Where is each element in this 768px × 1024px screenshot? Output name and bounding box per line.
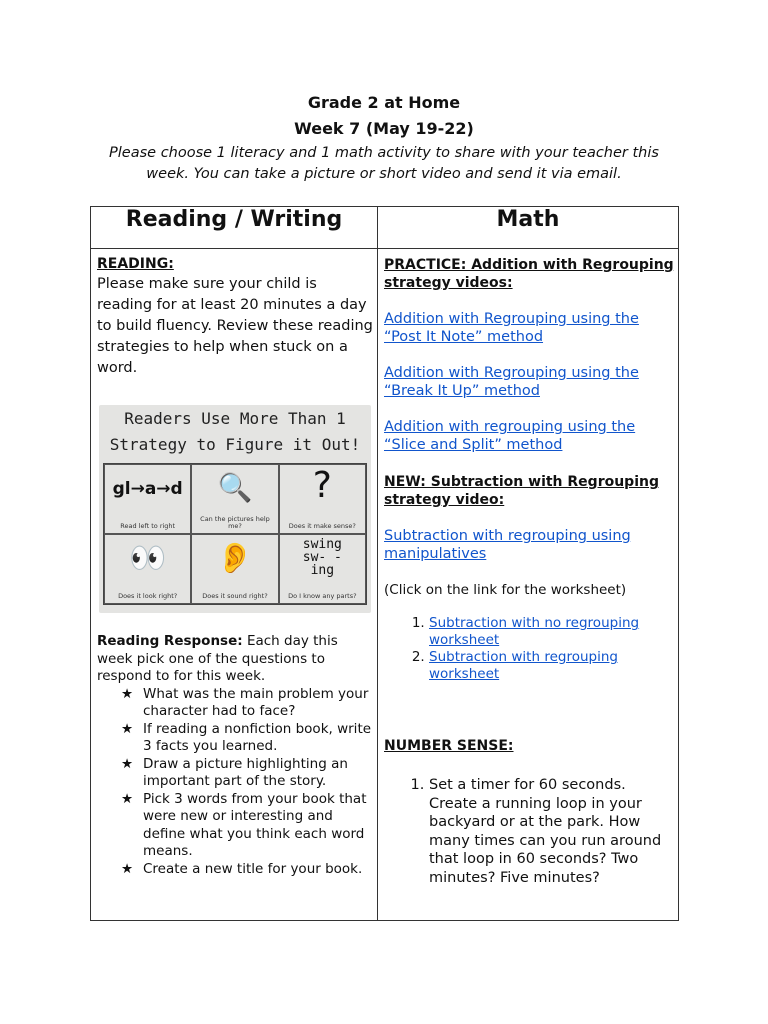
practice-label: PRACTICE: Addition with Regrouping strategy videos: xyxy=(384,257,674,291)
reading-response-intro xyxy=(97,633,375,686)
star-bullet-icon: ★ xyxy=(121,790,134,807)
strategy-pictures-help xyxy=(191,464,278,534)
strategy-caption: Does it make sense? xyxy=(288,522,356,530)
strategy-sound-right xyxy=(191,534,278,604)
page-title: Grade 2 at Home xyxy=(307,93,461,112)
reading-response-text: Each day this week pick one of the questions to respond to for this week. xyxy=(97,633,338,684)
reading-instructions: Please make sure your child is reading for at least 20 minutes a day to build fluency. Review these reading strategies to help when stuck on a word. xyxy=(97,276,373,376)
reading-label: READING: xyxy=(97,256,174,272)
poster-title-line1: Readers Use More Than 1 xyxy=(124,409,346,428)
ear-icon: 👂 xyxy=(216,541,254,576)
list-item: ★ Pick 3 words from your book that were new or interesting and define what you think each word means. xyxy=(121,790,367,859)
strategy-look-right xyxy=(104,534,191,604)
strategy-caption: Do I know any parts? xyxy=(288,592,357,600)
column-header-reading-writing: Reading / Writing xyxy=(91,207,378,249)
question-icon: ? xyxy=(312,465,332,506)
strategy-caption: Can the pictures help me? xyxy=(200,515,270,530)
star-bullet-icon: ★ xyxy=(121,685,134,702)
reading-strategies-poster xyxy=(99,405,371,613)
regrouping-worksheet-link[interactable]: Subtraction with regrouping worksheet xyxy=(429,649,618,682)
strategy-make-sense xyxy=(279,464,366,534)
list-item: ★ What was the main problem your character had to face? xyxy=(121,685,369,719)
intro-instructions: Please choose 1 literacy and 1 math activity to share with your teacher this week. You can take a picture or short video and send it via email. xyxy=(109,145,659,182)
strategy-word-parts xyxy=(279,534,366,604)
strategy-caption: Does it sound right? xyxy=(202,592,268,600)
list-item: ★ Draw a picture highlighting an important part of the story. xyxy=(121,755,348,789)
new-subtraction-label: NEW: Subtraction with Regrouping strategy video: xyxy=(384,474,659,508)
math-cell xyxy=(378,249,679,921)
addition-post-it-link[interactable]: Addition with Regrouping using the “Post It Note” method xyxy=(384,311,639,345)
arrows-icon: gl→a→d xyxy=(112,479,183,499)
word-parts-icon: swing sw- -ing xyxy=(302,537,342,578)
list-item: 1. Set a timer for 60 seconds. Create a running loop in your backyard or at the park. How many times can you run around that loop in 60 seconds? Two minutes? Five minutes? xyxy=(429,776,674,887)
number-sense-label: NUMBER SENSE: xyxy=(384,738,514,754)
list-item xyxy=(429,649,674,683)
poster-title-line2: Strategy to Figure it Out! xyxy=(109,435,361,454)
worksheet-list xyxy=(384,615,674,683)
eyes-icon: 👀 xyxy=(128,541,167,576)
number-sense-list xyxy=(384,776,674,887)
addition-break-it-up-link[interactable]: Addition with Regrouping using the “Break It Up” method xyxy=(384,365,639,399)
strategy-read-left-to-right xyxy=(104,464,191,534)
page-subtitle-week: Week 7 (May 19-22) xyxy=(294,119,474,138)
star-bullet-icon: ★ xyxy=(121,720,134,737)
list-item: ★ Create a new title for your book. xyxy=(121,860,363,877)
strategy-caption: Read left to right xyxy=(120,522,176,530)
subtraction-manipulatives-link[interactable]: Subtraction with regrouping using manipulatives xyxy=(384,528,631,562)
reading-response-questions xyxy=(97,686,375,879)
strategy-caption: Does it look right? xyxy=(118,592,178,600)
column-header-math: Math xyxy=(378,207,679,249)
list-item: ★ If reading a nonfiction book, write 3 facts you learned. xyxy=(121,720,372,754)
star-bullet-icon: ★ xyxy=(121,755,134,772)
reading-writing-cell xyxy=(91,249,378,921)
magnifier-icon: 🔍 xyxy=(217,471,253,504)
poster-strategy-grid xyxy=(103,463,367,605)
addition-slice-split-link[interactable]: Addition with regrouping using the “Slice and Split” method xyxy=(384,419,636,453)
list-item xyxy=(429,615,674,649)
worksheet-note: (Click on the link for the worksheet) xyxy=(384,582,627,598)
reading-response-label: Reading Response: xyxy=(97,633,243,649)
star-bullet-icon: ★ xyxy=(121,860,134,877)
no-regrouping-worksheet-link[interactable]: Subtraction with no regrouping worksheet xyxy=(429,615,640,648)
activity-table xyxy=(90,206,679,921)
